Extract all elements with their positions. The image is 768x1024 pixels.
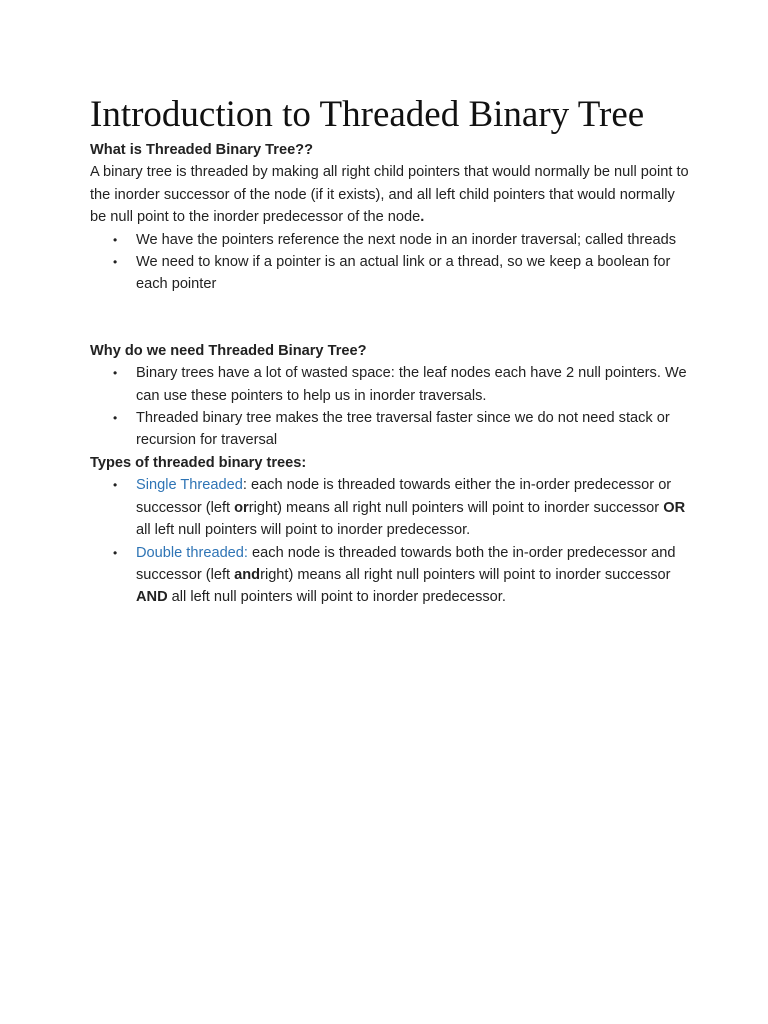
document-page (90, 92, 690, 609)
bullet-icon: • (113, 366, 118, 381)
list-item (113, 229, 690, 251)
keyword-and-lower: and (234, 566, 261, 583)
term-single-threaded: Single Threaded (136, 477, 243, 494)
section-heading-what-is: What is Threaded Binary Tree?? (90, 142, 314, 158)
section-spacer (90, 296, 690, 340)
bullet-icon: • (113, 478, 118, 493)
single-text-c: all left null pointers will point to inorder predecessor. (136, 522, 471, 539)
section-heading-types: Types of threaded binary trees: (90, 454, 307, 471)
list-item-text: Binary trees have a lot of wasted space: the leaf nodes each have 2 null pointers. We can use these pointers to help us in inorder traversals. (136, 365, 687, 404)
single-text-b: right) means all right null pointers will point to inorder successor (248, 499, 664, 516)
list-item-text: We have the pointers reference the next node in an inorder traversal; called threads (136, 231, 677, 248)
bullet-icon: • (113, 232, 118, 247)
single-text-a: : each node is threaded towards either the in-order predecessor or successor (left (136, 477, 672, 516)
list-item-text: Threaded binary tree makes the tree traversal faster since we do not need stack or recursion for traversal (136, 410, 670, 449)
list-item-text: We need to know if a pointer is an actual link or a thread, so we keep a boolean for each pointer (136, 254, 671, 293)
document-title: Introduction to Threaded Binary Tree (90, 94, 645, 135)
definition-paragraph (90, 161, 690, 228)
keyword-and-upper: AND (136, 589, 168, 606)
reasons-bullet-list (90, 362, 690, 452)
list-item (113, 362, 690, 407)
list-item-double-threaded (113, 542, 690, 609)
double-text-a: each node is threaded towards both the in-order predecessor and successor (left (136, 544, 676, 583)
bullet-icon: • (113, 411, 118, 426)
list-item-single-threaded (113, 474, 690, 541)
bullet-icon: • (113, 545, 118, 560)
definition-period: . (420, 209, 425, 226)
double-text-b: right) means all right null pointers will point to inorder successor (260, 566, 671, 583)
keyword-or-upper: OR (663, 499, 686, 516)
list-item (113, 251, 690, 296)
section-heading-why-need: Why do we need Threaded Binary Tree? (90, 342, 367, 359)
double-text-c: all left null pointers will point to inorder predecessor. (167, 589, 506, 606)
types-bullet-list (90, 474, 690, 608)
keyword-or-lower: or (234, 499, 249, 516)
definition-text: A binary tree is threaded by making all right child pointers that would normally be null point to the inorder successor of the node (if it exists), and all left child pointers that would normally be null point to the inorder predecessor of the node (90, 164, 689, 226)
bullet-icon: • (113, 255, 118, 270)
list-item (113, 407, 690, 452)
definition-bullet-list (90, 229, 690, 296)
term-double-threaded: Double threaded (136, 544, 244, 561)
term-double-colon: : (243, 544, 248, 561)
